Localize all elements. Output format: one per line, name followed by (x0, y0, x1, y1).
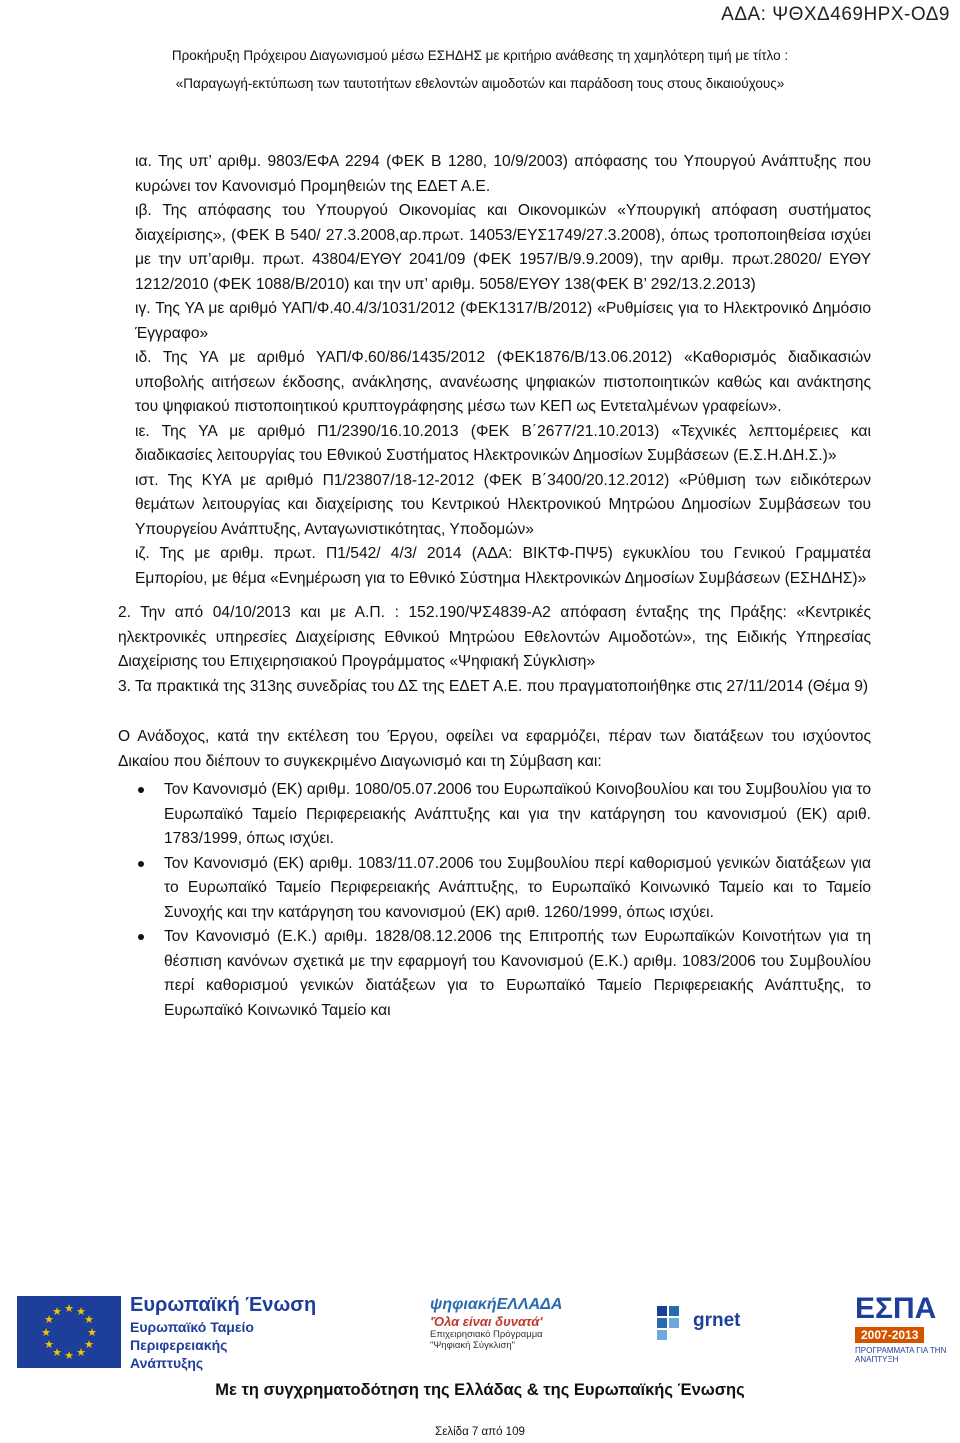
svg-text:★: ★ (64, 1349, 74, 1362)
svg-text:★: ★ (52, 1346, 62, 1359)
list-item (118, 852, 871, 926)
bullet-icon (138, 787, 144, 793)
svg-text:★: ★ (44, 1313, 54, 1326)
eu-fund-line-2: Περιφερειακής (130, 1337, 228, 1353)
numbered-item-2: 2. Την από 04/10/2013 και με Α.Π. : 152.190/ΨΣ4839-Α2 απόφαση ένταξης της Πράξης: «Κεντρικές ηλεκτρονικές υπηρεσίες Διαχείρισης Εθνικού Μητρώου Εθελοντών Αιμοδοτών», της Ειδικής Υπηρεσίας Διαχείρισης του Επιχειρησιακού Προγράμματος «Ψηφιακή Σύγκλιση» (118, 604, 871, 670)
list-item (118, 925, 871, 1023)
svg-text:★: ★ (84, 1338, 94, 1351)
header-line-2: «Παραγωγή-εκτύπωση των ταυτοτήτων εθελοντών αιμοδοτών και παράδοση τους στους δικαιούχους» (175, 76, 785, 91)
psifiaki-ellada-logo (430, 1296, 600, 1368)
list-item-text: Τον Κανονισμό (Ε.Κ.) αριθμ. 1828/08.12.2006 της Επιτροπής των Ευρωπαϊκών Κοινοτήτων για τη θέσπιση κανόνων σχετικά με την εφαρμογή του Κανονισμού (Ε.Κ.) αριθμ. 1083/2006 του Συμβουλίου περί καθορισμού γενικών διατάξεων για το Ευρωπαϊκό Ταμείο Περιφερειακής Ανάπτυξης, το Ευρωπαϊκό Κοινωνικό Ταμείο και (164, 928, 871, 1019)
item-ie: ιε. Της ΥΑ με αριθμό Π1/2390/16.10.2013 (ΦΕΚ Β΄2677/21.10.2013) «Τεχνικές λεπτομέρειες και διαδικασίες λειτουργίας του Εθνικού Συστήματος Ηλεκτρονικών Δημοσίων Συμβάσεων (Ε.Σ.Η.ΔΗ.Σ.)» (135, 422, 871, 464)
svg-text:★: ★ (76, 1305, 86, 1318)
psifiaki-title: ψηφιακήΕΛΛΑΔΑ (430, 1296, 563, 1313)
cofunding-statement: Με τη συγχρηματοδότηση της Ελλάδας & της Ευρωπαϊκής Ένωσης (215, 1381, 745, 1399)
header-line-1: Προκήρυξη Πρόχειρου Διαγωνισμού μέσω ΕΣΗΔΗΣ με κριτήριο ανάθεσης τη χαμηλότερη τιμή με τίτλο : (171, 48, 789, 63)
item-ig: ιγ. Της ΥΑ με αριθμό ΥΑΠ/Φ.40.4/3/1031/2012 (ΦΕΚ1317/Β/2012) «Ρυθμίσεις για το Ηλεκτρονικό Δημόσιο Έγγραφο» (135, 300, 871, 342)
espa-tagline: ΠΡΟΓΡΑΜΜΑΤΑ ΓΙΑ ΤΗΝ ΑΝΑΠΤΥΞΗ (855, 1346, 947, 1364)
item-iz: ιζ. Της με αριθμ. πρωτ. Π1/542/ 4/3/ 2014 (ΑΔΑ: ΒΙΚΤΦ-ΠΨ5) εγκυκλίου του Γενικού Γραμματέα Εμπορίου, με θέμα «Ενημέρωση για το Εθνικό Σύστημα Ηλεκτρονικών Δημοσίων Συμβάσεων (ΕΣΗΔΗΣ)» (135, 545, 871, 587)
bullet-icon (138, 934, 144, 940)
svg-text:★: ★ (41, 1326, 51, 1339)
espa-title: ΕΣΠΑ (855, 1292, 937, 1325)
psifiaki-program-name: "Ψηφιακή Σύγκλιση" (430, 1340, 515, 1351)
svg-text:★: ★ (76, 1346, 86, 1359)
svg-text:★: ★ (44, 1338, 54, 1351)
svg-text:★: ★ (87, 1326, 97, 1339)
espa-years: 2007-2013 (855, 1327, 924, 1343)
list-item-text: Τον Κανονισμό (ΕΚ) αριθμ. 1083/11.07.2006 του Συμβουλίου περί καθορισμού γενικών διατάξεων για το Ευρωπαϊκό Ταμείο Περιφερειακής Ανάπτυξης, το Ευρωπαϊκό Κοινωνικό Ταμείο και το Ταμείο Συνοχής και την κατάργηση του κανονισμού (ΕΚ) αριθ. 1260/1999, όπως ισχύει. (164, 854, 871, 921)
list-item-text: Τον Κανονισμό (ΕΚ) αριθμ. 1080/05.07.2006 του Ευρωπαϊκού Κοινοβουλίου και του Συμβουλίου για το Ευρωπαϊκό Ταμείο Περιφερειακής Ανάπτυξης και για την κατάργηση του κανονισμού (ΕΚ) αριθ. 1783/1999, όπως ισχύει. (164, 781, 871, 847)
bullet-icon (138, 861, 144, 867)
eu-logo-text (130, 1294, 316, 1371)
eu-fund-line-3: Ανάπτυξης (130, 1355, 204, 1371)
list-item (118, 778, 871, 852)
ada-code: ΑΔΑ: ΨΘΧΔ469ΗΡΧ-ΟΔ9 (721, 4, 950, 25)
grnet-mark-icon (653, 1296, 693, 1356)
svg-text:★: ★ (84, 1313, 94, 1326)
document-body (118, 150, 871, 1023)
item-ist: ιστ. Της ΚΥΑ με αριθμό Π1/23807/18-12-2012 (ΦΕΚ Β΄3400/20.12.2012) «Ρύθμιση των ειδικότερων θεμάτων λειτουργίας και διαχείρισης του Κεντρικού Ηλεκτρονικού Μητρώου Δημοσίων Συμβάσεων του Υπουργείου Ανάπτυξης, Ανταγωνιστικότητας, Υποδομών» (135, 471, 871, 538)
psifiaki-slogan: 'Όλα είναι δυνατά' (430, 1314, 543, 1329)
svg-text:★: ★ (64, 1302, 74, 1315)
footer-logos (0, 1292, 960, 1372)
eu-fund-line-1: Ευρωπαϊκό Ταμείο (130, 1319, 254, 1335)
item-id: ιδ. Της ΥΑ με αριθμό ΥΑΠ/Φ.60/86/1435/2012 (ΦΕΚ1876/Β/13.06.2012) «Καθορισμός διαδικασιών υποβολής αιτήσεων έκδοσης, ανάκλησης, ανανέωσης ψηφιακών πιστοποιητικών καθώς και ανάκτησης του ψηφιακού πιστοποιητικού κρυπτογράφησης μέσω των ΚΕΠ ως Εντεταλμένων γραφείων». (135, 349, 871, 415)
psifiaki-program: Επιχειρησιακό Πρόγραμμα (430, 1329, 543, 1340)
grnet-text: grnet (693, 1310, 741, 1331)
contractor-intro: Ο Ανάδοχος, κατά την εκτέλεση του Έργου, οφείλει να εφαρμόζει, πέραν των διατάξεων του ισχύοντος Δικαίου που διέπουν το συγκεκριμένο Διαγωνισμό και τη Σύμβαση και: (118, 728, 871, 770)
eu-title: Ευρωπαϊκή Ένωση (130, 1294, 317, 1316)
grnet-logo (653, 1296, 763, 1368)
espa-logo (855, 1292, 955, 1370)
regulations-list (118, 778, 871, 1023)
page-number: Σελίδα 7 από 109 (435, 1426, 525, 1438)
eu-flag-icon (17, 1296, 121, 1368)
item-ia: ια. Της υπ’ αριθμ. 9803/ΕΦΑ 2294 (ΦΕΚ Β 1280, 10/9/2003) απόφασης του Υπουργού Ανάπτυξης που κυρώνει τον Κανονισμό Προμηθειών της ΕΔΕΤ Α.Ε. (135, 153, 871, 195)
item-ib: ιβ. Της απόφασης του Υπουργού Οικονομίας και Οικονομικών «Υπουργική απόφαση συστήματος διαχείρισης», (ΦΕΚ Β 540/ 27.3.2008,αρ.πρωτ. 14053/ΕΥΣ1749/27.3.2008), όπως τροποποιηθείσα ισχύει με την υπ’αριθμ. πρωτ. 43804/ΕΥΘΥ 2041/09 (ΦΕΚ 1957/Β/9.9.2009), την αριθμ. πρωτ.28020/ ΕΥΘΥ 1212/2010 (ΦΕΚ 1088/Β/2010) και την υπ’ αριθμ. 5058/ΕΥΘΥ 138(ΦΕΚ Β’ 292/13.2.2013) (135, 202, 871, 293)
svg-text:★: ★ (52, 1305, 62, 1318)
numbered-item-3: 3. Τα πρακτικά της 313ης συνεδρίας του ΔΣ της ΕΔΕΤ Α.Ε. που πραγματοποιήθηκε στις 27/11/2014 (Θέμα 9) (118, 677, 869, 695)
